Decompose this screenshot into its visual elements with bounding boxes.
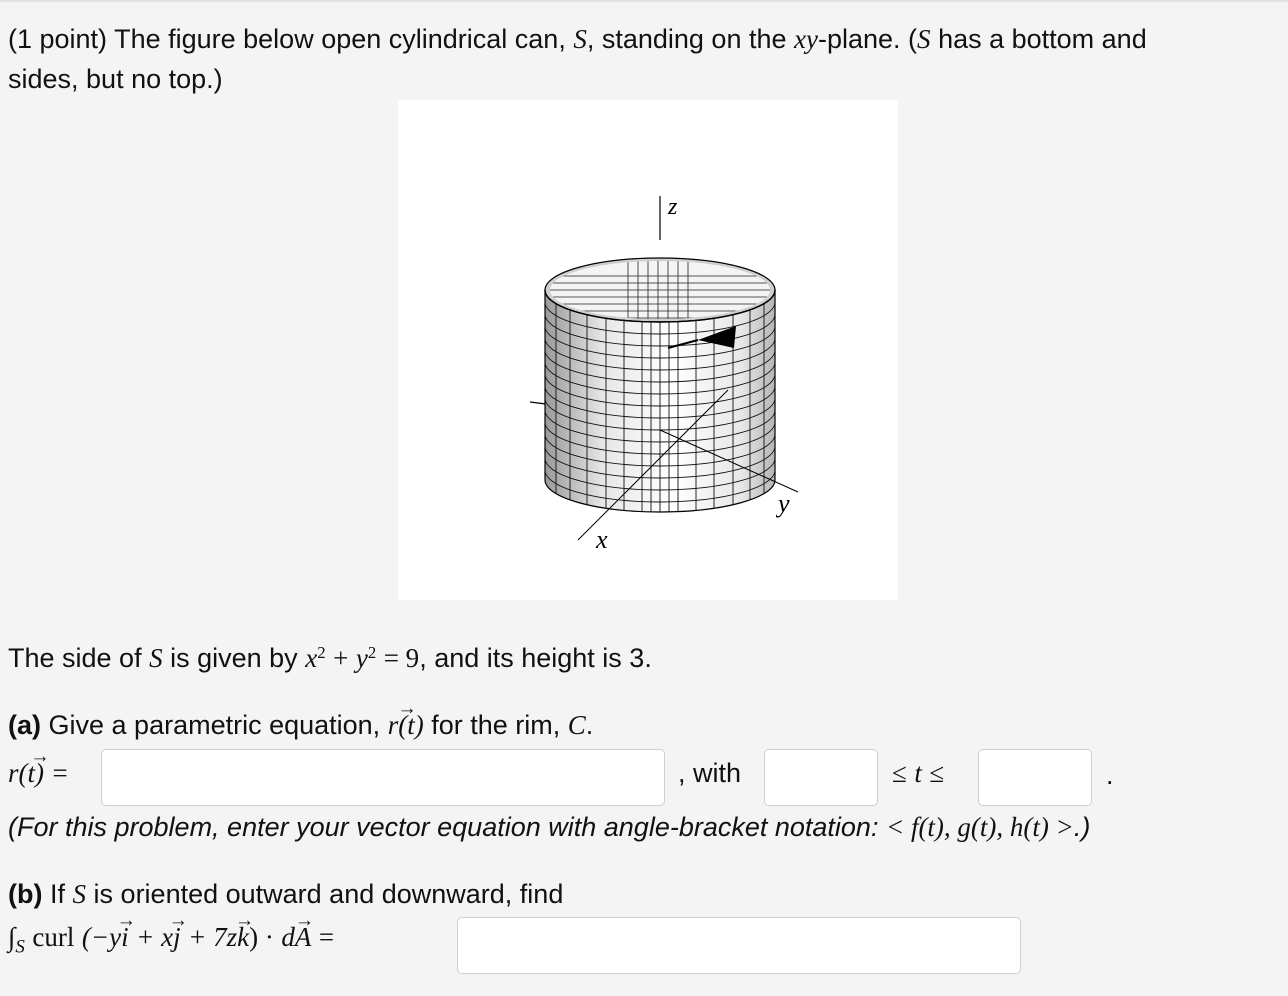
equals-sign: = [318,922,335,952]
eq-rhs: = 9 [383,643,420,673]
given-suffix: , and its height is 3. [419,643,652,673]
part-a-text2: for the rim, [431,710,561,740]
unit-j: → j [173,922,181,953]
term-z: + 7z [188,922,238,952]
part-a-text: Give a parametric equation, [48,710,381,740]
eq-y: y [355,643,368,673]
dA-A: → A [295,922,312,953]
r-function: → r(t) [388,710,424,741]
exp-2: 2 [367,642,377,662]
problem-intro-line2: sides, but no top.) [8,64,223,94]
end-period: . [1106,760,1114,790]
part-a-label: (a) [8,710,41,740]
top-divider [0,0,1288,2]
part-b-text-post: is oriented outward and downward, find [93,879,564,909]
curve-symbol: C [567,710,586,740]
part-a-question [8,710,593,741]
surface-symbol: S [72,879,87,909]
note-post: .) [1073,812,1091,842]
unit-k: → k [237,922,249,953]
intro-text-b: , standing on the [586,24,787,54]
term-y: (−y [81,922,122,952]
surface-symbol: S [149,643,163,673]
surface-symbol: S [573,24,587,54]
part-b-label: (b) [8,879,43,909]
curl-word: curl [32,922,75,952]
term-x: + x [136,922,174,952]
period: . [585,710,594,740]
cylinder-plot [398,100,898,600]
eq-plus: + [333,643,349,673]
given-prefix: The side of [8,643,142,673]
intro-text-d: has a bottom and [938,24,1147,54]
r-input[interactable] [101,749,665,806]
intro-text-c: -plane. ( [817,24,918,54]
t-min-input[interactable] [764,749,878,806]
le-symbol: ≤ [929,758,945,788]
surface-symbol: S [917,24,931,54]
t-range [892,758,944,789]
dA-d: d [281,922,295,952]
axis-label-z: z [668,194,678,220]
plane-symbol: xy [794,24,818,54]
r-lhs: → r(t) = [8,758,69,789]
axis-label-y: y [778,489,790,518]
integral-expression [8,922,334,958]
exp-2: 2 [317,642,326,662]
axis-label-x: x [596,525,608,554]
le-symbol: ≤ [892,758,907,788]
part-b-text-pre: If [50,879,66,909]
t-max-input[interactable] [978,749,1092,806]
problem-intro-line1 [8,24,1147,55]
close-dot: ) · [249,922,274,952]
part-b-question [8,879,563,910]
given-statement [8,643,652,674]
integral-answer-input[interactable] [457,917,1021,974]
unit-i: → i [121,922,129,953]
points-label: (1 point) [8,24,108,54]
cylinder-figure [398,100,898,600]
intro-text-a: The figure below open cylindrical can, [114,24,566,54]
t-variable: t [914,758,922,788]
eq-x: x [305,643,318,673]
integral-sub: S [15,936,25,958]
with-text: , with [678,758,742,788]
notation-note [8,812,1090,843]
note-text: (For this problem, enter your vector equation with angle-bracket notation: [8,812,879,842]
integral-sign: ∫ [8,922,16,952]
given-mid: is given by [170,643,298,673]
note-math: < f(t), g(t), h(t) > [885,812,1074,842]
